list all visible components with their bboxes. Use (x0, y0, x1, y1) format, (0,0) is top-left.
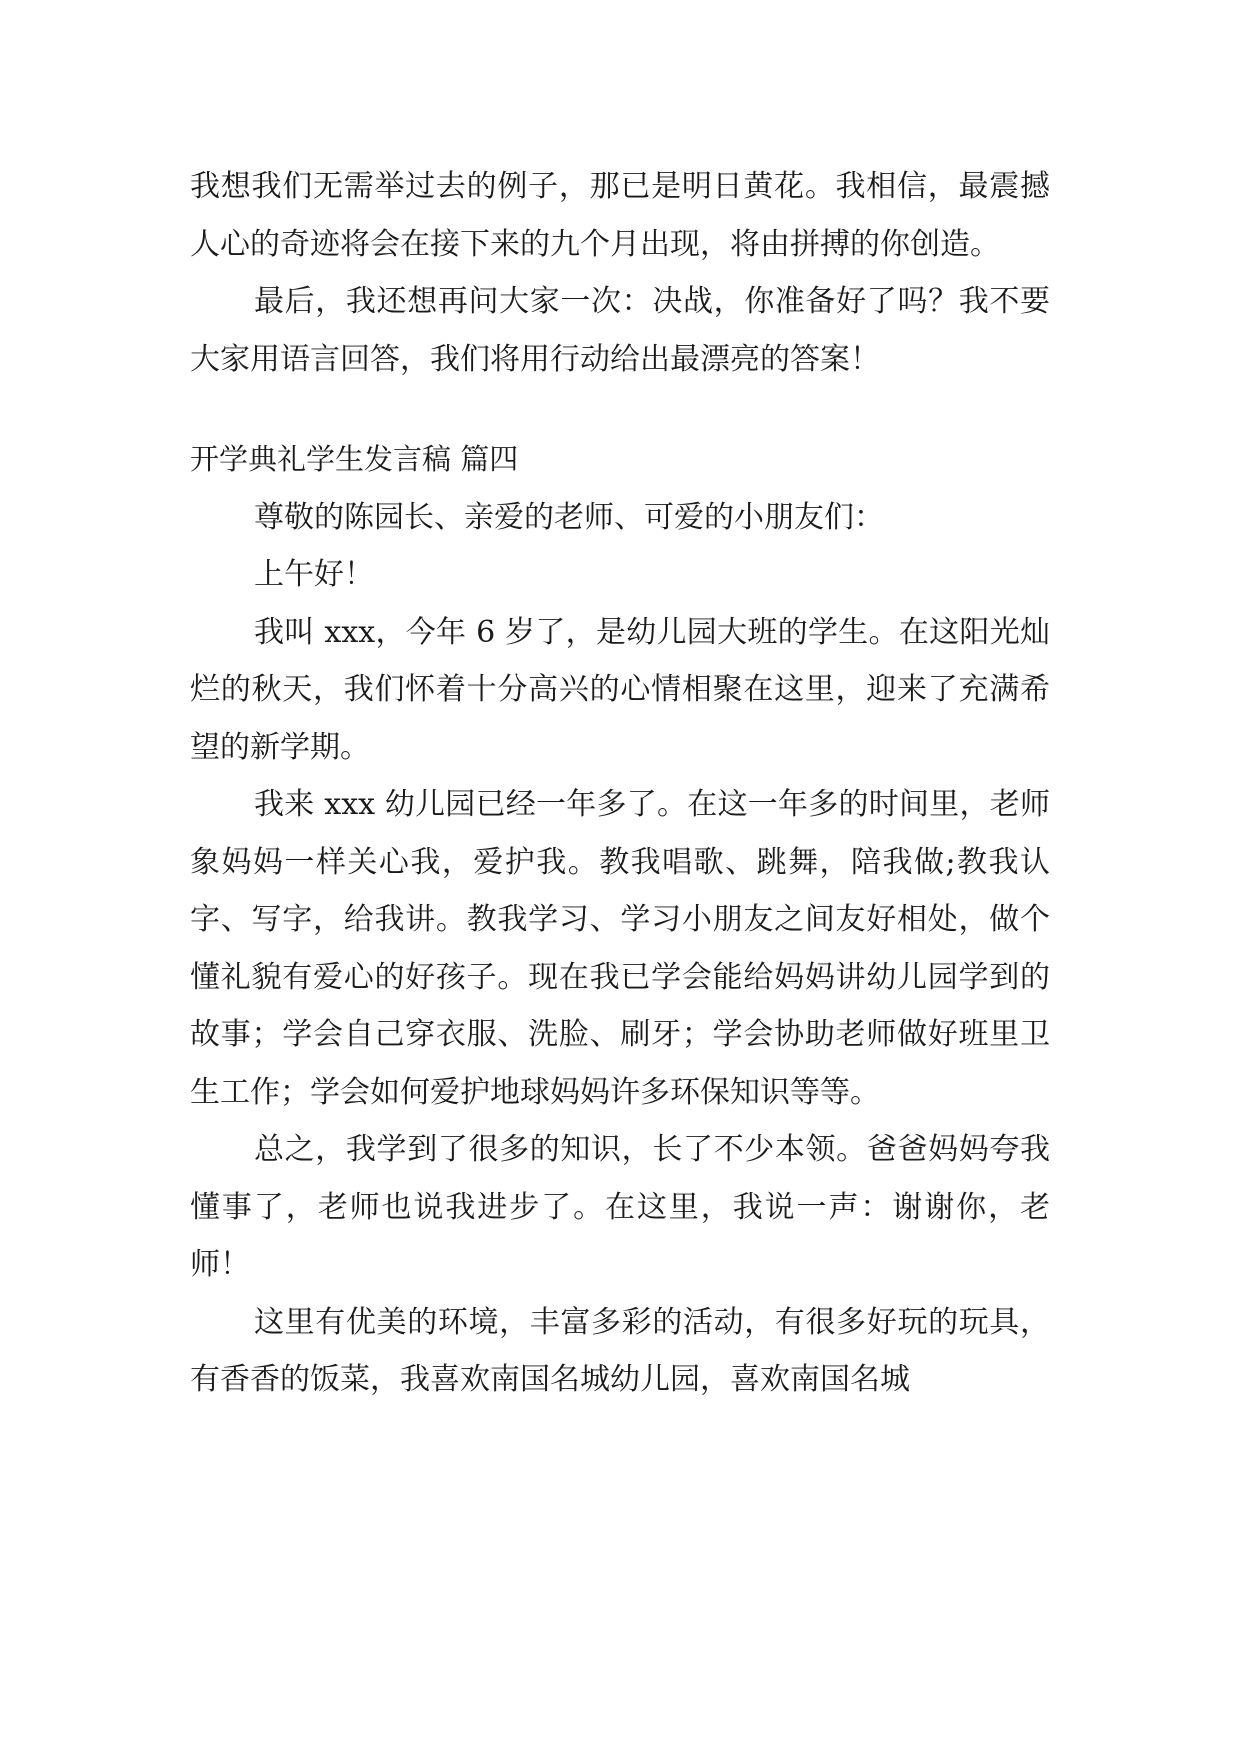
paragraph: 这里有优美的环境，丰富多彩的活动，有很多好玩的玩具，有香香的饭菜，我喜欢南国名城幼儿园，喜欢南国名城 (190, 1304, 1050, 1397)
paragraph: 我来 xxx 幼儿园已经一年多了。在这一年多的时间里，老师象妈妈一样关心我，爱护我。教我唱歌、跳舞，陪我做;教我认字、写字，给我讲。教我学习、学习小朋友之间友好相处，做个懂礼貌有爱心的好孩子。现在我已学会能给妈妈讲幼儿园学到的故事；学会自己穿衣服、洗脸、刷牙；学会协助老师做好班里卫生工作；学会如何爱护地球妈妈许多环保知识等等。 (190, 787, 1050, 1110)
document-body (190, 158, 1050, 1409)
paragraph: 我想我们无需举过去的例子，那已是明日黄花。我相信，最震撼人心的奇迹将会在接下来的九个月出现，将由拼搏的你创造。 (190, 169, 1050, 262)
paragraph: 最后，我还想再问大家一次：决战，你准备好了吗？我不要大家用语言回答，我们将用行动给出最漂亮的答案！ (190, 284, 1050, 377)
paragraph: 我叫 xxx，今年 6 岁了，是幼儿园大班的学生。在这阳光灿烂的秋天，我们怀着十分高兴的心情相聚在这里，迎来了充满希望的新学期。 (190, 614, 1050, 765)
greeting: 上午好！ (254, 557, 374, 592)
paragraph: 总之，我学到了很多的知识，长了不少本领。爸爸妈妈夸我懂事了，老师也说我进步了。在这里，我说一声：谢谢你，老师！ (190, 1132, 1050, 1282)
salutation: 尊敬的陈园长、亲爱的老师、可爱的小朋友们： (254, 499, 884, 535)
section-heading: 开学典礼学生发言稿 篇四 (190, 442, 519, 476)
